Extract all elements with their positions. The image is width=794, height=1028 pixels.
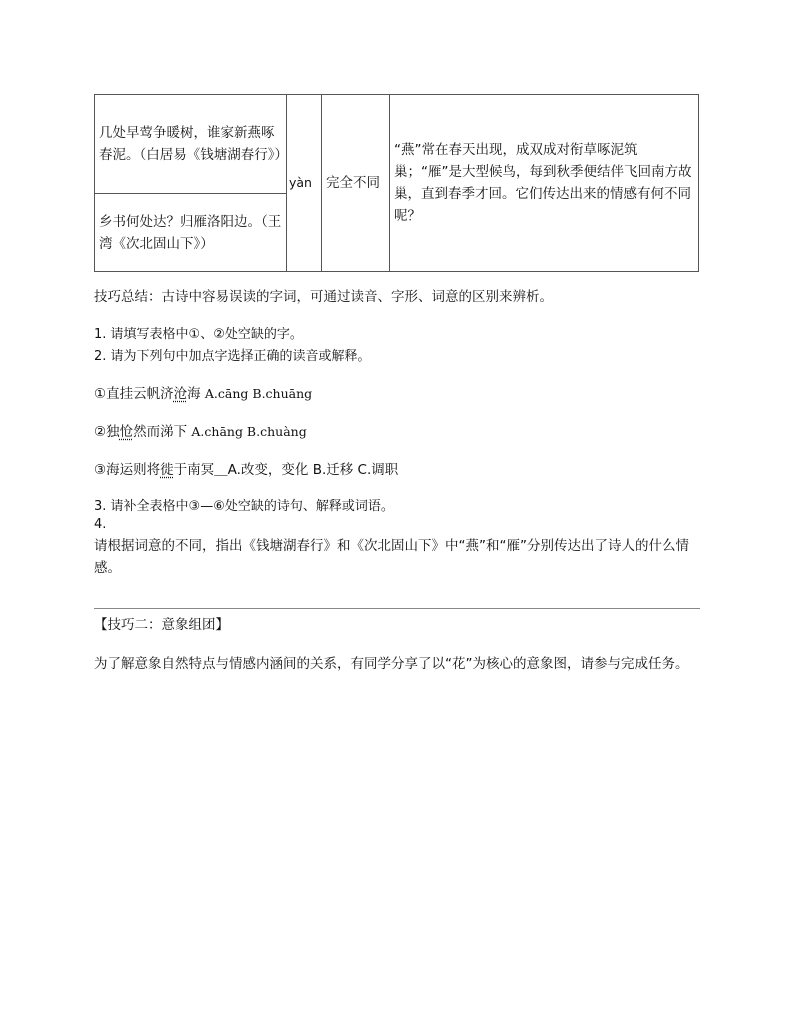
item-1-pre: ①直挂云帆济 [94,386,174,402]
item-3-dotted-char: 徙 [160,462,174,478]
question-4-number: 4. [94,517,107,532]
item-3-post: 于南冥＿ [173,462,228,478]
poem-cell-1: 几处早莺争暖树，谁家新燕啄春泥。（白居易《钱塘湖春行》） [95,95,287,194]
vocab-table [94,94,699,272]
item-1-options: A.cāng B.chuāng [204,386,313,401]
item-1 [94,383,312,405]
question-2: 2. 请为下列句中加点字选择正确的读音或解释。 [94,349,371,364]
explanation-cell: “燕”常在春天出现，成双成对衔草啄泥筑巢；“雁”是大型候鸟，每到秋季便结伴飞回南方故巢，直到春季才回。它们传达出来的情感有何不同呢？ [390,95,699,272]
item-2 [94,421,307,443]
table-row [95,95,699,194]
section-title: 【技巧二：意象组团】 [94,617,229,633]
question-1: 1. 请填写表格中①、②处空缺的字。 [94,327,303,342]
relation-cell: 完全不同 [322,95,390,272]
item-3-options: A.改变，变化 B.迁移 C.调职 [227,462,399,478]
pinyin-cell: yàn [287,95,322,272]
item-2-dotted-char: 怆 [119,424,134,440]
question-4: 请根据词意的不同，指出《钱塘湖春行》和《次北固山下》中“燕”和“雁”分别传达出了诗人的什么情感。 [94,538,689,576]
item-2-post: 然而涕下 [133,424,192,440]
item-1-post: 海 [187,386,205,402]
section-divider [94,608,700,609]
poem-cell-2: 乡书何处达？归雁洛阳边。（王湾《次北固山下》） [95,194,287,272]
item-3 [94,459,398,481]
question-3: 3. 请补全表格中③—⑥处空缺的诗句、解释或词语。 [94,499,394,514]
item-1-dotted-char: 沧 [173,386,188,402]
section-intro: 为了解意象自然特点与情感内涵间的关系，有同学分享了以“花”为核心的意象图，请参与完成任务。 [94,656,689,672]
item-3-pre: ③海运则将 [94,462,161,478]
item-2-pre: ②独 [94,424,120,440]
skill-summary: 技巧总结：古诗中容易误读的字词，可通过读音、字形、词意的区别来辨析。 [94,289,553,305]
item-2-options: A.chāng B.chuàng [191,424,307,439]
